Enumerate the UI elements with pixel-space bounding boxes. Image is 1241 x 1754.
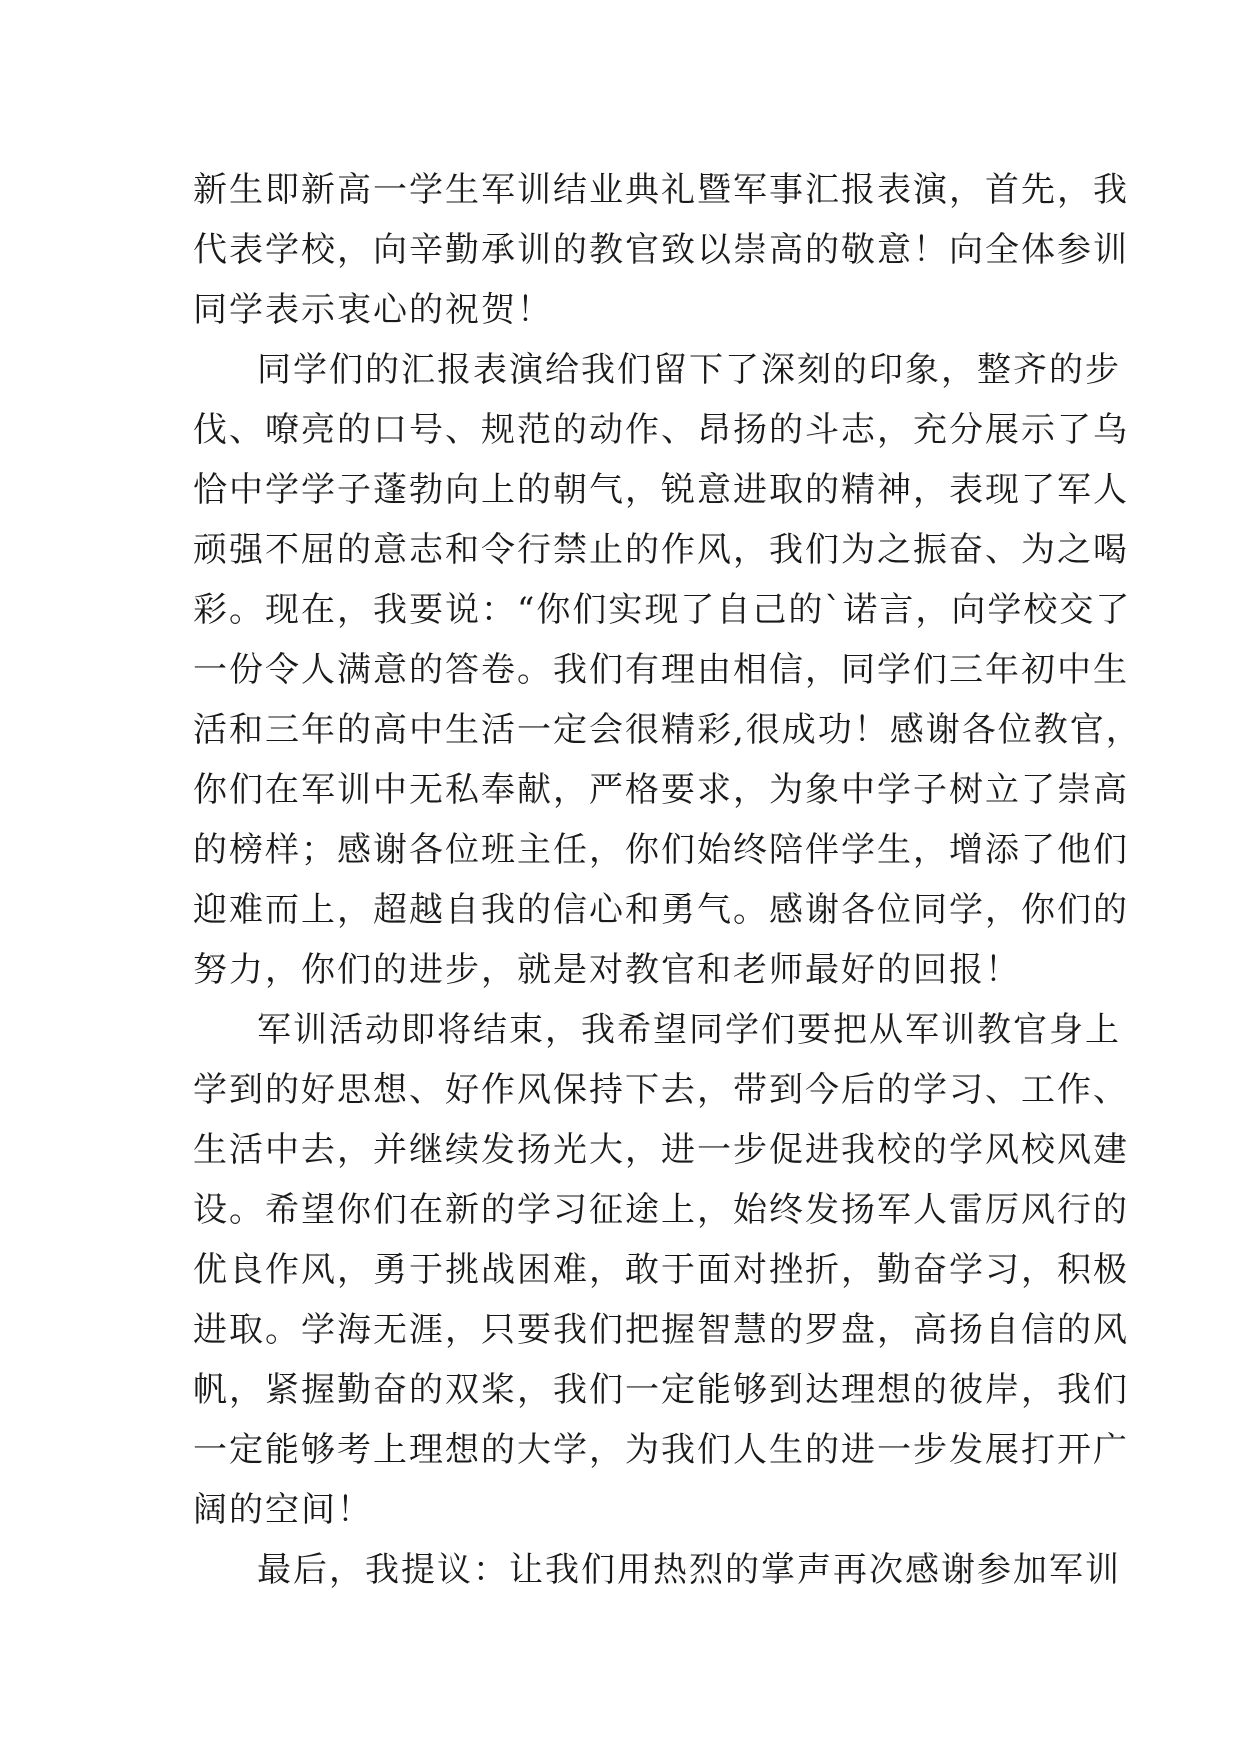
text-line: 代表学校，向辛勤承训的教官致以崇高的敬意！向全体参训 [193, 230, 1129, 270]
paragraph-first-line: 军训活动即将结束，我希望同学们要把从军训教官身上 [257, 1010, 1121, 1050]
body-text [193, 160, 1142, 1600]
text-line: 阔的空间！ [193, 1490, 373, 1530]
text-line: 顽强不屈的意志和令行禁止的作风，我们为之振奋、为之喝 [193, 530, 1129, 570]
text-line: 进取。学海无涯，只要我们把握智慧的罗盘，高扬自信的风 [193, 1310, 1129, 1350]
text-line: 优良作风，勇于挑战困难，敢于面对挫折，勤奋学习，积极 [193, 1250, 1129, 1290]
text-line: 迎难而上，超越自我的信心和勇气。感谢各位同学，你们的 [193, 890, 1129, 930]
paragraph-first-line: 最后，我提议：让我们用热烈的掌声再次感谢参加军训 [257, 1550, 1121, 1590]
text-line: 一份令人满意的答卷。我们有理由相信，同学们三年初中生 [193, 650, 1129, 690]
paragraph-first-line: 同学们的汇报表演给我们留下了深刻的印象，整齐的步 [257, 350, 1121, 390]
text-line: 活和三年的高中生活一定会很精彩,很成功！感谢各位教官， [193, 710, 1142, 750]
text-line: 一定能够考上理想的大学，为我们人生的进一步发展打开广 [193, 1430, 1129, 1470]
text-line: 帆，紧握勤奋的双桨，我们一定能够到达理想的彼岸，我们 [193, 1370, 1129, 1410]
text-line: 努力，你们的进步，就是对教官和老师最好的回报！ [193, 950, 1021, 990]
text-line: 同学表示衷心的祝贺！ [193, 290, 553, 330]
text-line: 设。希望你们在新的学习征途上，始终发扬军人雷厉风行的 [193, 1190, 1129, 1230]
text-line: 你们在军训中无私奉献，严格要求，为象中学子树立了崇高 [193, 770, 1129, 810]
text-line: 伐、嘹亮的口号、规范的动作、昂扬的斗志，充分展示了乌 [193, 410, 1129, 450]
text-line: 学到的好思想、好作风保持下去，带到今后的学习、工作、 [193, 1070, 1129, 1110]
text-line: 恰中学学子蓬勃向上的朝气，锐意进取的精神，表现了军人 [193, 470, 1129, 510]
text-line: 生活中去，并继续发扬光大，进一步促进我校的学风校风建 [193, 1130, 1129, 1170]
text-line: 彩。现在，我要说：“你们实现了自己的`诺言，向学校交了 [193, 590, 1132, 630]
text-line: 的榜样；感谢各位班主任，你们始终陪伴学生，增添了他们 [193, 830, 1129, 870]
text-line: 新生即新高一学生军训结业典礼暨军事汇报表演，首先，我 [193, 170, 1129, 210]
